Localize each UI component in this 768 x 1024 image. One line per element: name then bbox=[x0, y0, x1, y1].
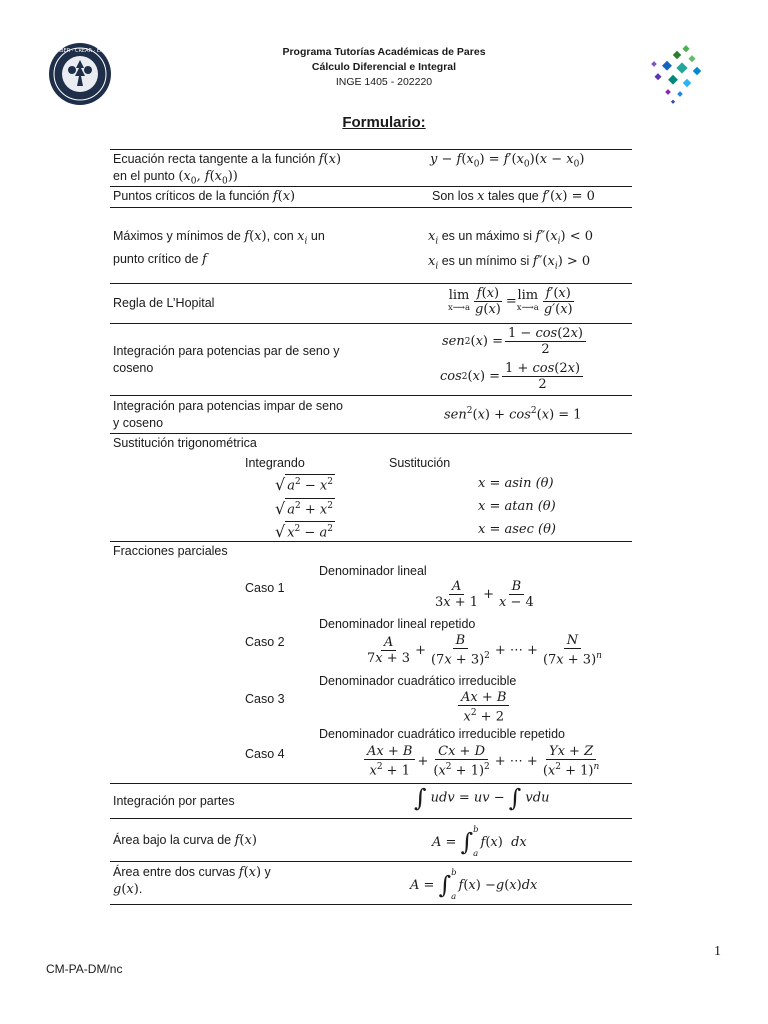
page-title: Formulario: bbox=[342, 114, 426, 131]
case-2-label: Caso 2 bbox=[245, 635, 285, 649]
case-4-formula: $\frac{Ax + B}{x^2 + 1}$ + $\frac{Cx + D}{(x^2 + 1)^2}$ + ⋯ + $\frac{Yx + Z}{(x^2 + 1)^n}$ bbox=[362, 744, 604, 778]
program-dots-logo bbox=[646, 44, 710, 108]
case-2-title: Denominador lineal repetido bbox=[319, 617, 476, 631]
rule-bottom bbox=[110, 904, 632, 905]
rule-3 bbox=[110, 283, 632, 284]
row-trig-label: Sustitución trigonométrica bbox=[113, 436, 257, 450]
university-seal-logo bbox=[31, 42, 129, 106]
case-1-formula: $\frac{A}{3x + 1}$ + $\frac{B}{x - 4}$ bbox=[435, 579, 534, 610]
trig-substitution-2: x = atan (θ) bbox=[478, 499, 556, 514]
rule-6 bbox=[110, 433, 632, 434]
row-even-powers-cos: cos 2 ( x ) = $\frac{1 + \cos(2x)}{2}$ bbox=[440, 361, 585, 392]
row-maxmin-formula: $x_i$ es un máximo si $f''(x_i) < 0$ $x_i$ es un mínimo si $f''(x_i) > 0$ bbox=[428, 229, 593, 272]
row-even-powers-label: Integración para potencias par de seno y coseno bbox=[113, 344, 340, 375]
page-number: 1 bbox=[714, 944, 721, 959]
row-area-between-label: Área entre dos curvas f(x) y g(x). bbox=[113, 865, 271, 897]
trig-substitution-1: x = asin (θ) bbox=[478, 476, 554, 491]
row-lhopital-label: Regla de L’Hopital bbox=[113, 296, 215, 310]
row-even-powers-sin: sen 2 ( x ) = $\frac{1 - \cos(2x)}{2}$ bbox=[442, 326, 588, 357]
rule-10 bbox=[110, 861, 632, 862]
row-maxmin-label: Máximos y mínimos de f(x), con $x_i$ un punto crítico de f bbox=[113, 229, 325, 267]
rule-5 bbox=[110, 395, 632, 396]
svg-text:CREER · SABER · CREAR · EMPREN: CREER · SABER · CREAR · EMPRENDER bbox=[31, 48, 129, 54]
row-by-parts-label: Integración por partes bbox=[113, 794, 235, 808]
trig-integrand-1: √ $a^2 - x^2$ bbox=[275, 475, 333, 495]
case-3-title: Denominador cuadrático irreducible bbox=[319, 674, 517, 688]
header-program: Programa Tutorías Académicas de Pares bbox=[282, 46, 486, 58]
header-code: INGE 1405 - 202220 bbox=[335, 76, 433, 88]
row-odd-powers-formula: $sen^2(x) + \cos^2(x) = 1$ bbox=[444, 406, 582, 423]
rule-8 bbox=[110, 783, 632, 784]
row-area-formula: A = ∫ b a f ( x ) dx bbox=[432, 825, 527, 859]
case-3-label: Caso 3 bbox=[245, 692, 285, 706]
trig-col-substitution: Sustitución bbox=[389, 456, 451, 470]
row-critical-formula: Son los x tales que f′(x) = 0 bbox=[432, 189, 595, 204]
row-by-parts-formula: ∫ udv = uv − ∫ vdu bbox=[414, 784, 550, 812]
case-3-formula: $\frac{Ax + B}{x^2 + 2}$ bbox=[456, 690, 511, 724]
trig-integrand-2: √ $a^2 + x^2$ bbox=[275, 499, 333, 519]
trig-col-integrand: Integrando bbox=[245, 456, 305, 470]
trig-substitution-3: x = asec (θ) bbox=[478, 522, 556, 537]
rule-9 bbox=[110, 818, 632, 819]
row-lhopital-formula: lim x⟶a $\frac{f(x)}{g(x)}$ = lim x⟶a $\frac{f'(x)}{g'(x)}$ bbox=[448, 286, 573, 317]
row-odd-powers-label: Integración para potencias impar de seno y coseno bbox=[113, 399, 344, 430]
rule-7 bbox=[110, 541, 632, 542]
case-4-title: Denominador cuadrático irreducible repetido bbox=[319, 727, 565, 741]
row-critical-label: Puntos críticos de la función f(x) bbox=[113, 189, 296, 204]
case-2-formula: $\frac{A}{7x + 3}$ + $\frac{B}{(7x + 3)^2}$ + ⋯ + $\frac{N}{(7x + 3)^n}$ bbox=[367, 633, 602, 668]
rule-4 bbox=[110, 323, 632, 324]
rule-2 bbox=[110, 207, 632, 208]
row-partial-fractions-label: Fracciones parciales bbox=[113, 544, 228, 558]
case-4-label: Caso 4 bbox=[245, 747, 285, 761]
row-area-between-formula: A = ∫ b a f ( x ) − g ( x ) dx bbox=[410, 868, 538, 902]
case-1-label: Caso 1 bbox=[245, 581, 285, 595]
document-header bbox=[234, 45, 534, 90]
trig-integrand-3: √ $x^2 - a^2$ bbox=[275, 522, 333, 542]
row-area-label: Área bajo la curva de f(x) bbox=[113, 833, 257, 848]
rule-top bbox=[110, 149, 632, 150]
case-1-title: Denominador lineal bbox=[319, 564, 427, 578]
header-course: Cálculo Diferencial e Integral bbox=[311, 61, 457, 73]
row-tangent-label: Ecuación recta tangente a la función f(x) en el punto ($x_0$, $f(x_0)$) bbox=[113, 152, 342, 187]
row-tangent-formula: $y - f(x_0) = f'(x_0)(x - x_0)$ bbox=[430, 152, 585, 170]
footer-code: CM-PA-DM/nc bbox=[46, 962, 123, 976]
